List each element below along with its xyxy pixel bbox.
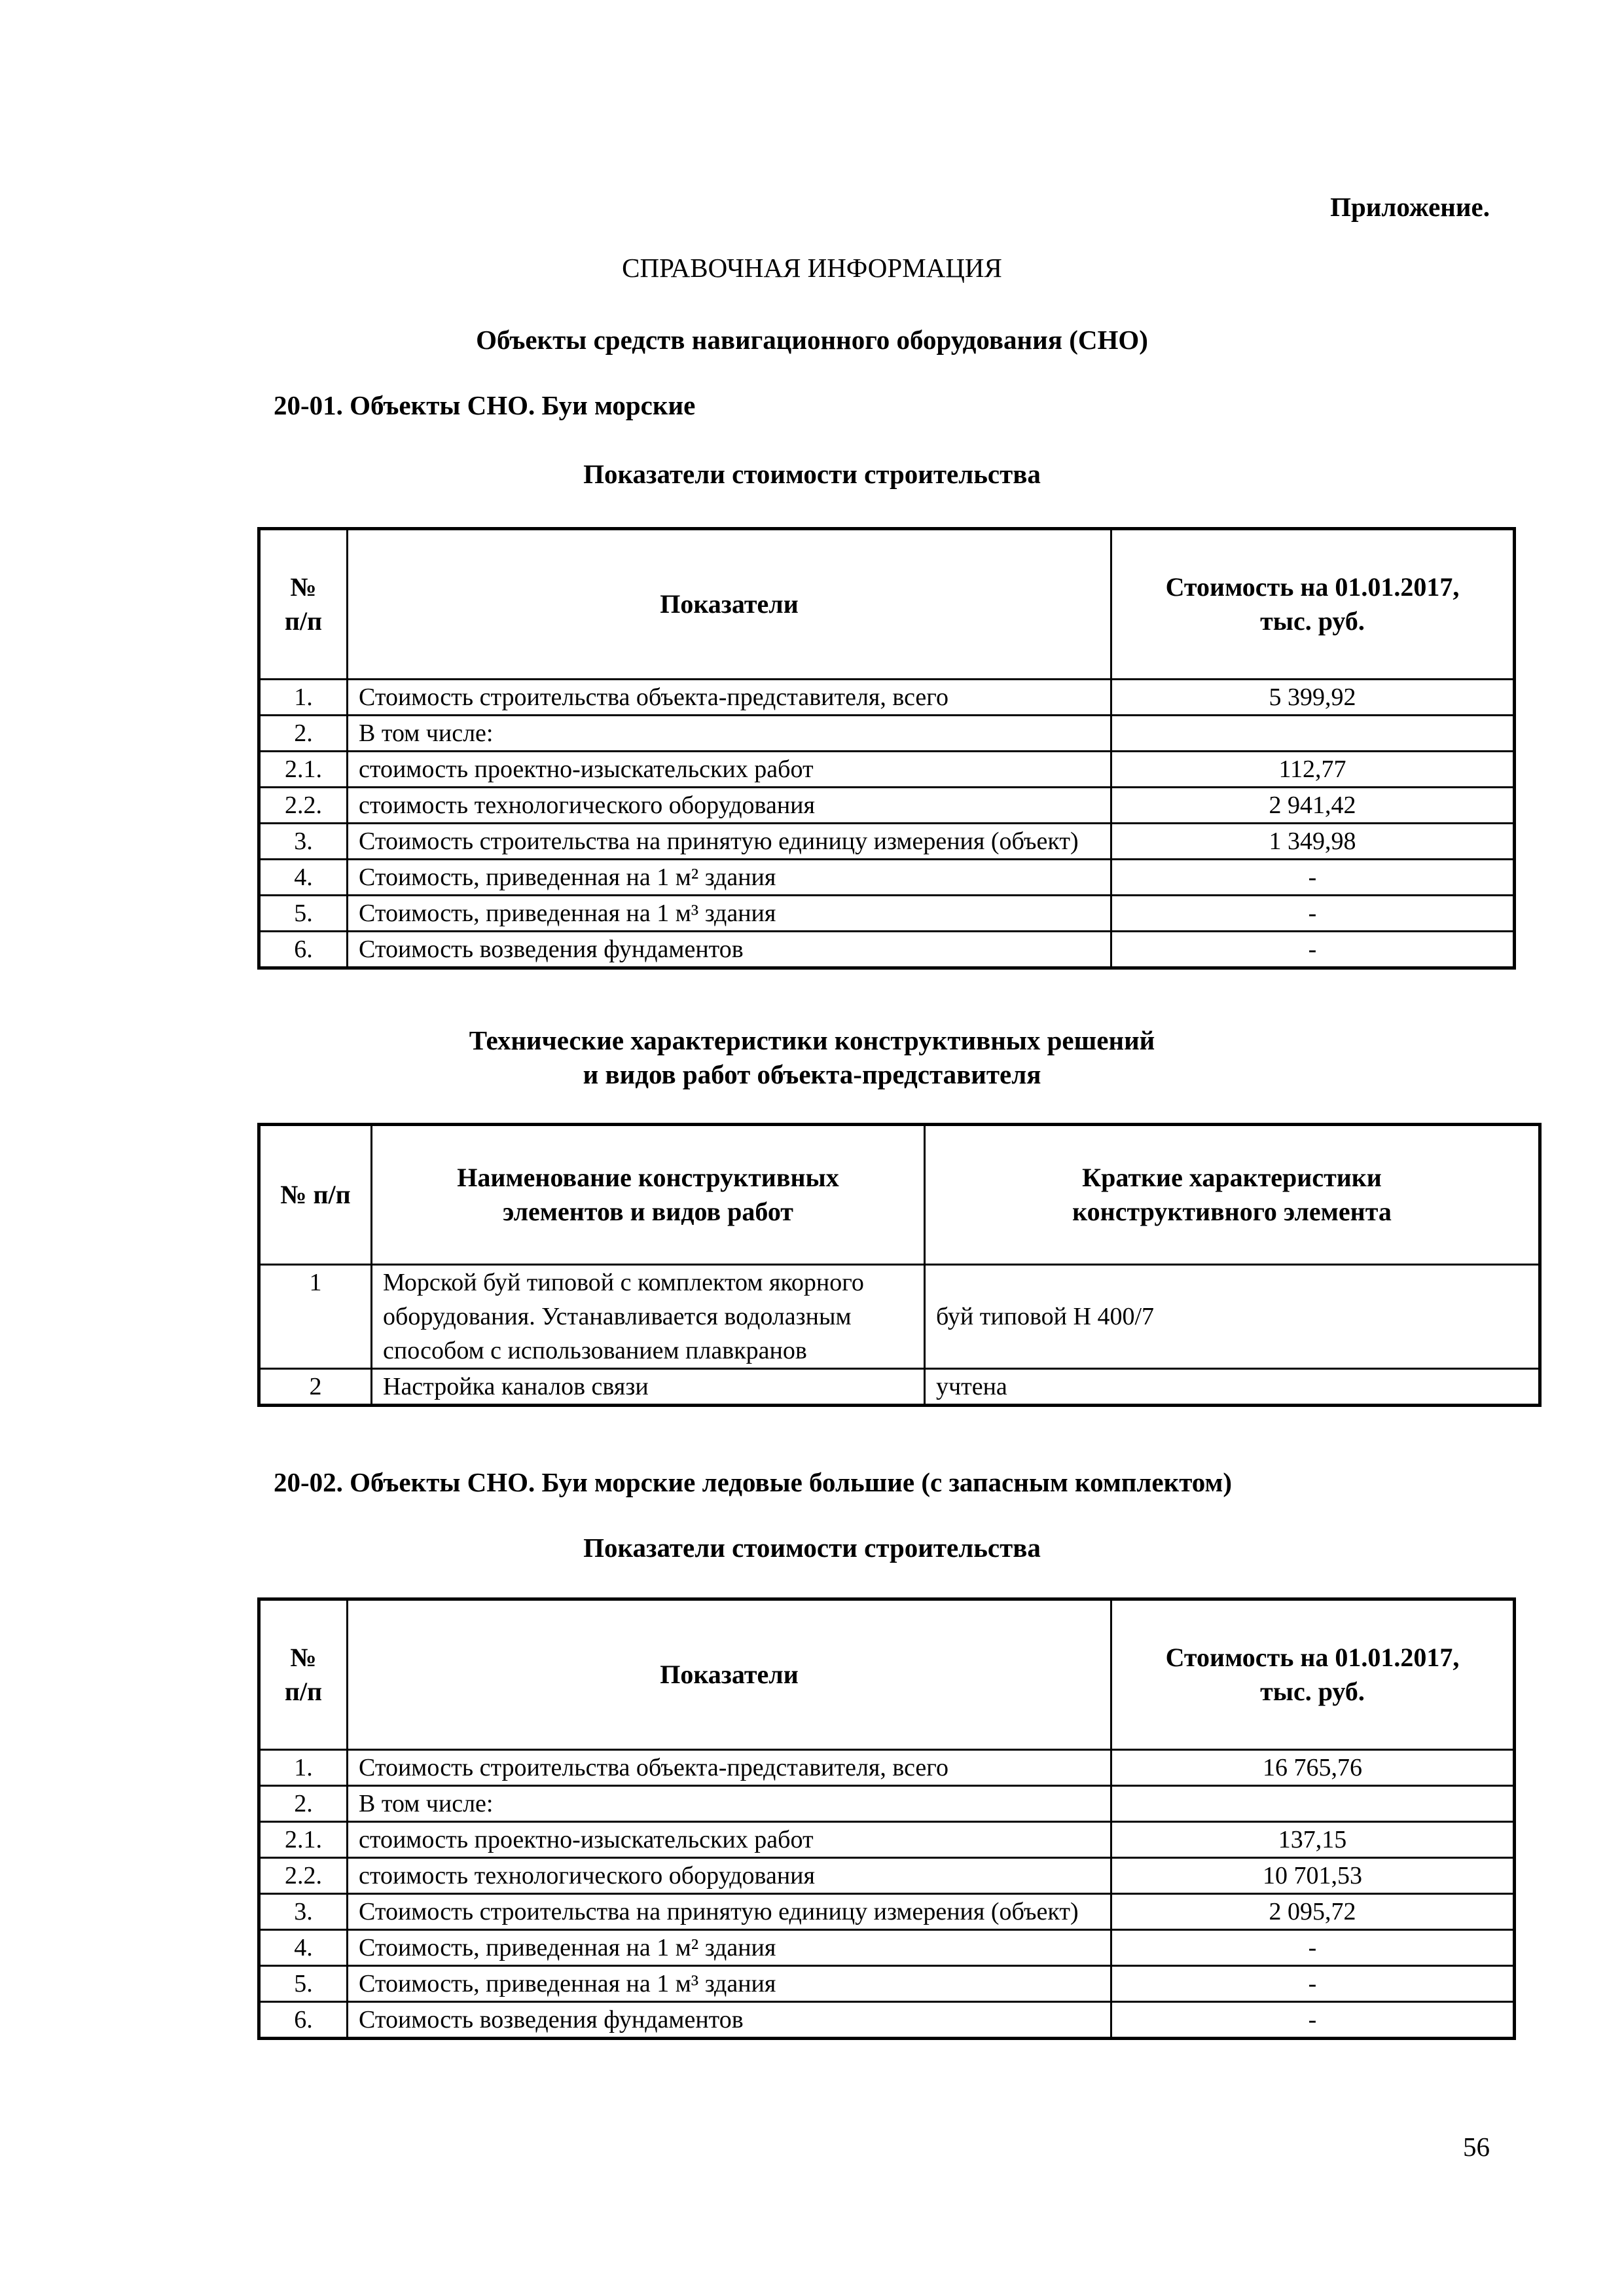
row-value: 5 399,92 (1111, 680, 1515, 716)
table-row (259, 1265, 1540, 1369)
table-row (259, 1750, 1515, 1786)
col-header-number: № п/п (259, 1599, 348, 1750)
row-label: Стоимость возведения фундаментов (348, 2002, 1111, 2039)
row-value: - (1111, 1966, 1515, 2002)
row-number: 3. (259, 824, 348, 860)
row-number: 2.1. (259, 1822, 348, 1858)
col-header-element-name: Наименование конструктивных элементов и видов работ (372, 1125, 925, 1265)
row-characteristics: учтена (925, 1369, 1540, 1406)
col-header-number: № п/п (259, 1125, 372, 1265)
row-value: 112,77 (1111, 752, 1515, 788)
table-row (259, 716, 1515, 752)
tech-heading-line1: Технические характеристики конструктивных решений (469, 1025, 1155, 1055)
row-value: 2 095,72 (1111, 1894, 1515, 1930)
table-row (259, 860, 1515, 896)
row-value (1111, 716, 1515, 752)
row-value: 1 349,98 (1111, 824, 1515, 860)
tech-heading-line2: и видов работ объекта-представителя (583, 1059, 1041, 1089)
table-row (259, 896, 1515, 932)
row-label: стоимость проектно-изыскательских работ (348, 752, 1111, 788)
row-value: - (1111, 1930, 1515, 1966)
row-value: - (1111, 932, 1515, 968)
row-number: 2.2. (259, 788, 348, 824)
table-row (259, 1786, 1515, 1822)
col-header-indicators: Показатели (348, 529, 1111, 680)
col-header-number: № п/п (259, 529, 348, 680)
section-20-02-heading: 20-02. Объекты СНО. Буи морские ледовые большие (с запасным комплектом) (274, 1467, 1233, 1497)
row-characteristics: буй типовой Н 400/7 (925, 1265, 1540, 1369)
col-header-cost: Стоимость на 01.01.2017, тыс. руб. (1111, 529, 1515, 680)
row-value: 10 701,53 (1111, 1858, 1515, 1894)
row-value: 2 941,42 (1111, 788, 1515, 824)
row-element-name: Настройка каналов связи (372, 1369, 925, 1406)
table-row (259, 1858, 1515, 1894)
col-header-indicators: Показатели (348, 1599, 1111, 1750)
tech-table-20-01 (257, 1123, 1542, 1407)
table-row (259, 1966, 1515, 2002)
row-value (1111, 1786, 1515, 1822)
table-row (259, 2002, 1515, 2039)
table-row (259, 680, 1515, 716)
row-number: 1. (259, 680, 348, 716)
row-number: 5. (259, 896, 348, 932)
row-label: Стоимость возведения фундаментов (348, 932, 1111, 968)
row-label: Стоимость, приведенная на 1 м² здания (348, 1930, 1111, 1966)
document-title: СПРАВОЧНАЯ ИНФОРМАЦИЯ (622, 253, 1002, 283)
row-value: - (1111, 896, 1515, 932)
col-header-characteristics: Краткие характеристики конструктивного элемента (925, 1125, 1540, 1265)
row-label: В том числе: (348, 1786, 1111, 1822)
table-row (259, 1822, 1515, 1858)
section-20-01-heading: 20-01. Объекты СНО. Буи морские (274, 390, 696, 420)
row-number: 2. (259, 1786, 348, 1822)
row-number: 2.1. (259, 752, 348, 788)
row-label: Стоимость, приведенная на 1 м³ здания (348, 896, 1111, 932)
row-number: 2.2. (259, 1858, 348, 1894)
table-row (259, 1930, 1515, 1966)
row-number: 5. (259, 1966, 348, 2002)
row-label: В том числе: (348, 716, 1111, 752)
section-20-02-cost-heading: Показатели стоимости строительства (583, 1533, 1041, 1563)
row-number: 2. (259, 716, 348, 752)
row-number: 6. (259, 932, 348, 968)
cost-table-20-01 (257, 527, 1516, 970)
row-label: Стоимость, приведенная на 1 м² здания (348, 860, 1111, 896)
table-row (259, 1369, 1540, 1406)
table-row (259, 824, 1515, 860)
row-number: 4. (259, 860, 348, 896)
row-value: 16 765,76 (1111, 1750, 1515, 1786)
section-20-01-cost-heading: Показатели стоимости строительства (583, 459, 1041, 489)
row-number: 6. (259, 2002, 348, 2039)
row-number: 1 (259, 1265, 372, 1369)
row-label: Стоимость, приведенная на 1 м³ здания (348, 1966, 1111, 2002)
row-element-name: Морской буй типовой с комплектом якорного оборудования. Устанавливается водолазным способом с использованием плавкранов (372, 1265, 925, 1369)
appendix-label: Приложение. (1330, 192, 1490, 222)
row-value: 137,15 (1111, 1822, 1515, 1858)
row-number: 4. (259, 1930, 348, 1966)
row-label: стоимость проектно-изыскательских работ (348, 1822, 1111, 1858)
table-row (259, 788, 1515, 824)
col-header-cost: Стоимость на 01.01.2017, тыс. руб. (1111, 1599, 1515, 1750)
table-row (259, 932, 1515, 968)
row-label: Стоимость строительства объекта-представителя, всего (348, 1750, 1111, 1786)
cost-table-20-02 (257, 1597, 1516, 2040)
document-subtitle: Объекты средств навигационного оборудования (СНО) (476, 325, 1148, 355)
row-number: 2 (259, 1369, 372, 1406)
row-value: - (1111, 2002, 1515, 2039)
row-label: Стоимость строительства на принятую единицу измерения (объект) (348, 824, 1111, 860)
row-label: Стоимость строительства на принятую единицу измерения (объект) (348, 1894, 1111, 1930)
table-row (259, 1894, 1515, 1930)
row-value: - (1111, 860, 1515, 896)
table-row (259, 752, 1515, 788)
row-number: 1. (259, 1750, 348, 1786)
row-label: Стоимость строительства объекта-представителя, всего (348, 680, 1111, 716)
row-number: 3. (259, 1894, 348, 1930)
page-number: 56 (1463, 2132, 1490, 2162)
row-label: стоимость технологического оборудования (348, 788, 1111, 824)
row-label: стоимость технологического оборудования (348, 1858, 1111, 1894)
